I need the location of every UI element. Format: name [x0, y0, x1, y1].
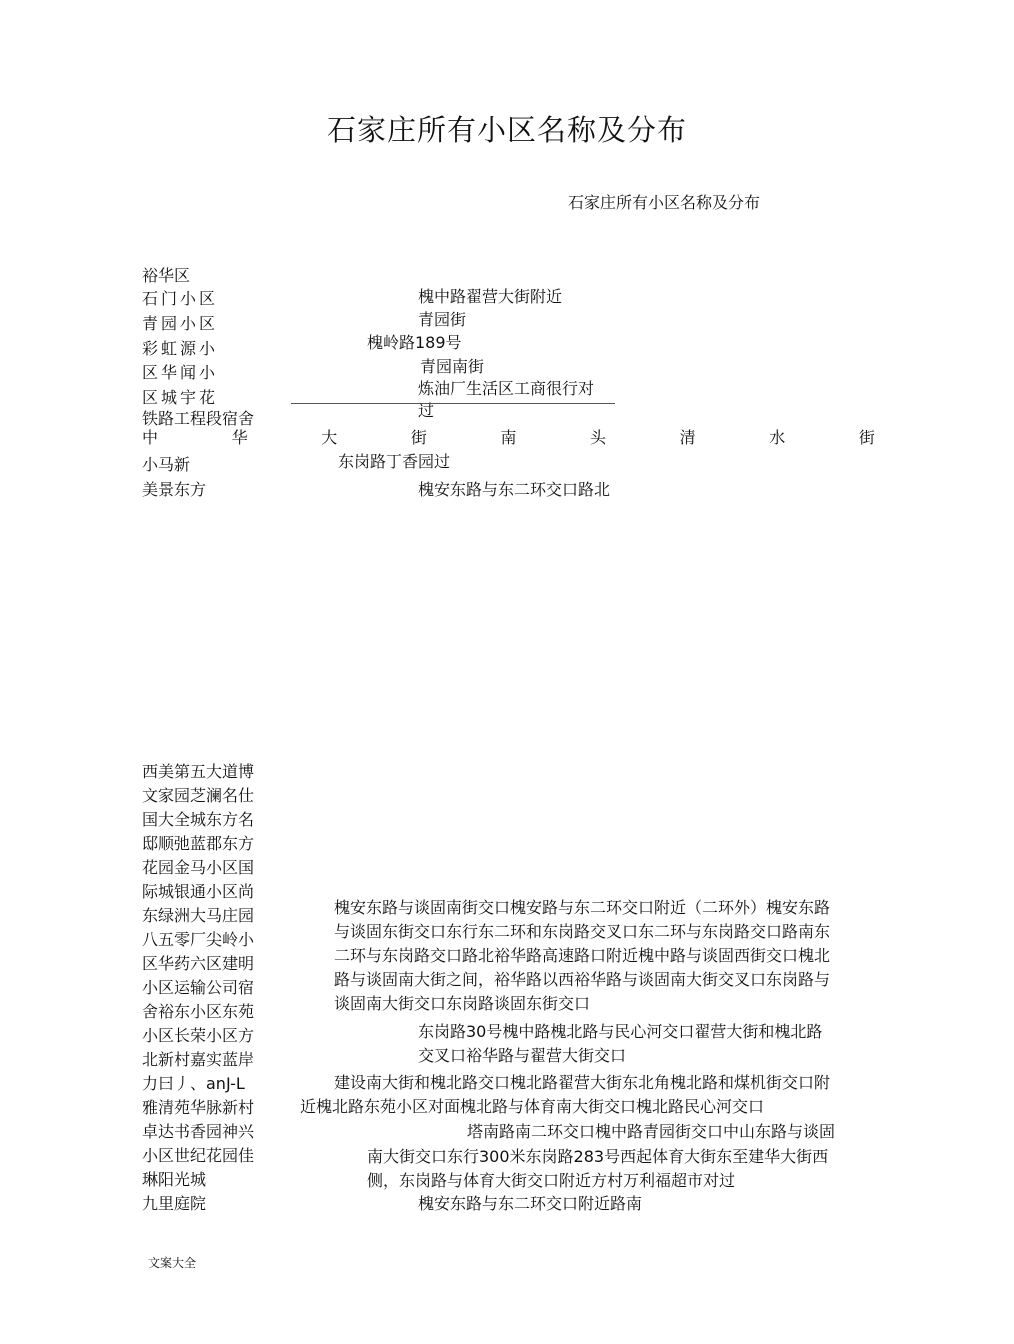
community-name: 彩虹源小 [142, 339, 219, 358]
list-item: 际城银通小区尚 [142, 882, 255, 901]
row-char: 街 [410, 428, 427, 447]
list-item: 文家园芝澜名仕 [142, 786, 255, 805]
row-char: 中 [142, 428, 159, 447]
address-line: 建设南大街和槐北路交口槐北路翟营大街东北角槐北路和煤机街交口附 [334, 1073, 831, 1092]
page-title: 石家庄所有小区名称及分布 [326, 113, 687, 147]
district-heading: 裕华区 [142, 266, 191, 285]
address-block [334, 896, 830, 1016]
community-address: 东岗路丁香园过 [338, 452, 451, 471]
address-line: 塔南路南二环交口槐中路青园街交口中山东路与谈固 [467, 1122, 836, 1141]
list-item: 雅清苑华脉新村 [142, 1098, 255, 1117]
community-address: 槐岭路189号 [367, 333, 462, 352]
row-char: 大 [321, 428, 338, 447]
list-item: 北新村嘉实蓝岸 [142, 1050, 255, 1069]
address-line: 与谈固东街交口东行东二环和东岗路交叉口东二环与东岗路交口路南东 [334, 922, 831, 941]
community-name [142, 449, 252, 474]
justified-text-row [142, 425, 875, 448]
list-item: 力曰丿、anJ-L [142, 1074, 245, 1093]
row-char: 南 [500, 428, 517, 447]
address-line: 路与谈固南大街之间，裕华路以西裕华路与谈固南大街交叉口东岗路与 [334, 970, 831, 989]
list-item: 邸顺弛蓝郡东方 [142, 834, 255, 853]
row-char: 水 [769, 428, 786, 447]
address-line: 槐安东路与谈固南街交口槐安路与东二环交口附近（二环外）槐安东路 [334, 898, 831, 917]
list-item: 舍裕东小区东苑 [142, 1002, 255, 1021]
list-item: 西美第五大道博 [142, 762, 255, 781]
address-line: 二环与东岗路交口路北裕华路高速路口附近槐中路与谈固西街交口槐北 [334, 946, 831, 965]
community-address: 青园南街 [420, 357, 485, 376]
community-name: 石门小区 [142, 289, 219, 308]
address-line: 槐安东路与东二环交口附近路南 [418, 1194, 643, 1213]
address-line: 谈固南大街交口东岗路谈固东街交口 [334, 994, 591, 1013]
community-name-text: 小马新 [142, 455, 191, 474]
page-subtitle: 石家庄所有小区名称及分布 [568, 193, 761, 212]
list-item: 八五零厂尖岭小 [142, 930, 255, 949]
community-name: 区华闻小 [142, 363, 219, 382]
list-item: 卓达书香园神兴 [142, 1122, 255, 1141]
community-name: 青园小区 [142, 314, 219, 333]
address-line: 交叉口裕华路与翟营大街交口 [418, 1046, 627, 1065]
community-address: 槐安东路与东二环交口路北 [418, 480, 611, 499]
list-item: 区华药六区建明 [142, 954, 255, 973]
community-name: 铁路工程段宿舍 [142, 409, 255, 428]
list-item: 花园金马小区国 [142, 858, 255, 877]
row-char: 街 [858, 428, 875, 447]
list-item: 小区运输公司宿 [142, 978, 255, 997]
address-line: 侧，东岗路与体育大街交口附近方村万利福超市对过 [367, 1171, 736, 1190]
footer-note: 文案大全 [148, 1256, 197, 1270]
community-address [418, 378, 618, 420]
list-item: 小区世纪花园佳 [142, 1146, 255, 1165]
row-char: 头 [590, 428, 607, 447]
list-item: 东绿洲大马庄园 [142, 906, 255, 925]
address-line: 南大街交口东行300米东岗路283号西起体育大街东至建华大街西 [367, 1147, 829, 1166]
address-block [418, 1020, 822, 1068]
row-char: 华 [231, 428, 248, 447]
community-name: 美景东方 [142, 480, 207, 499]
list-item: 琳阳光城 [142, 1170, 207, 1189]
community-address: 槐中路翟营大街附近 [418, 287, 563, 306]
address-line: 近槐北路东苑小区对面槐北路与体育南大街交口槐北路民心河交口 [300, 1097, 765, 1116]
divider-line [291, 403, 615, 404]
list-item: 小区长荣小区方 [142, 1026, 255, 1045]
community-address: 青园街 [418, 310, 467, 329]
list-item: 九里庭院 [142, 1194, 207, 1213]
address-line: 东岗路30号槐中路槐北路与民心河交口翟营大街和槐北路 [418, 1022, 823, 1041]
community-name-list [142, 760, 254, 1216]
list-item: 国大全城东方名 [142, 810, 255, 829]
row-char: 清 [679, 428, 696, 447]
community-name: 区城宇花 [142, 388, 219, 407]
address-block [367, 1145, 828, 1193]
community-address-text: 炼油厂生活区工商很行对过 [418, 379, 595, 420]
